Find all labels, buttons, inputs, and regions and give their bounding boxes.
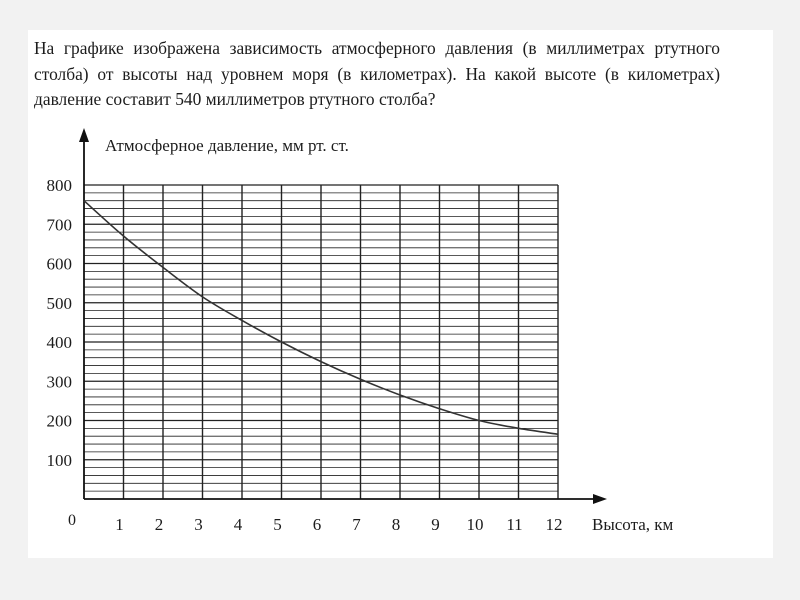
x-tick-label: 10 — [466, 515, 484, 534]
x-tick-label: 9 — [431, 515, 440, 534]
x-tick-label: 2 — [154, 515, 164, 534]
y-tick-label: 600 — [46, 254, 72, 274]
x-tick-label: 8 — [391, 515, 401, 534]
x-tick-label: 12 — [545, 515, 563, 534]
y-tick-label: 300 — [46, 372, 72, 392]
x-tick-label: 4 — [233, 515, 243, 534]
x-tick-label: 5 — [273, 515, 282, 534]
x-tick-label: 6 — [312, 515, 322, 534]
y-tick-label: 500 — [46, 293, 72, 313]
y-tick-label: 800 — [46, 176, 72, 195]
y-axis-label: Атмосферное давление, мм рт. ст. — [105, 136, 349, 155]
x-tick-label: 1 — [115, 515, 124, 534]
x-tick-label: 11 — [506, 515, 523, 534]
x-tick-label: 7 — [352, 515, 361, 534]
y-axis-arrow — [79, 128, 89, 142]
x-axis-label: Высота, км — [592, 515, 674, 534]
y-tick-label: 200 — [46, 411, 72, 431]
x-axis-arrow — [593, 494, 607, 504]
origin-label: 0 — [68, 512, 76, 529]
problem-text: На графике изображена зависимость атмосферного давления (в миллиметрах ртутного столба) от высоты над уровнем моря (в километрах). На какой высоте (в километрах) давление составит 540 миллиметров ртутного столба? — [34, 38, 720, 109]
y-tick-label: 400 — [46, 333, 72, 352]
y-tick-label: 700 — [46, 215, 72, 235]
y-tick-label: 100 — [46, 450, 72, 470]
x-tick-label: 3 — [194, 515, 203, 534]
